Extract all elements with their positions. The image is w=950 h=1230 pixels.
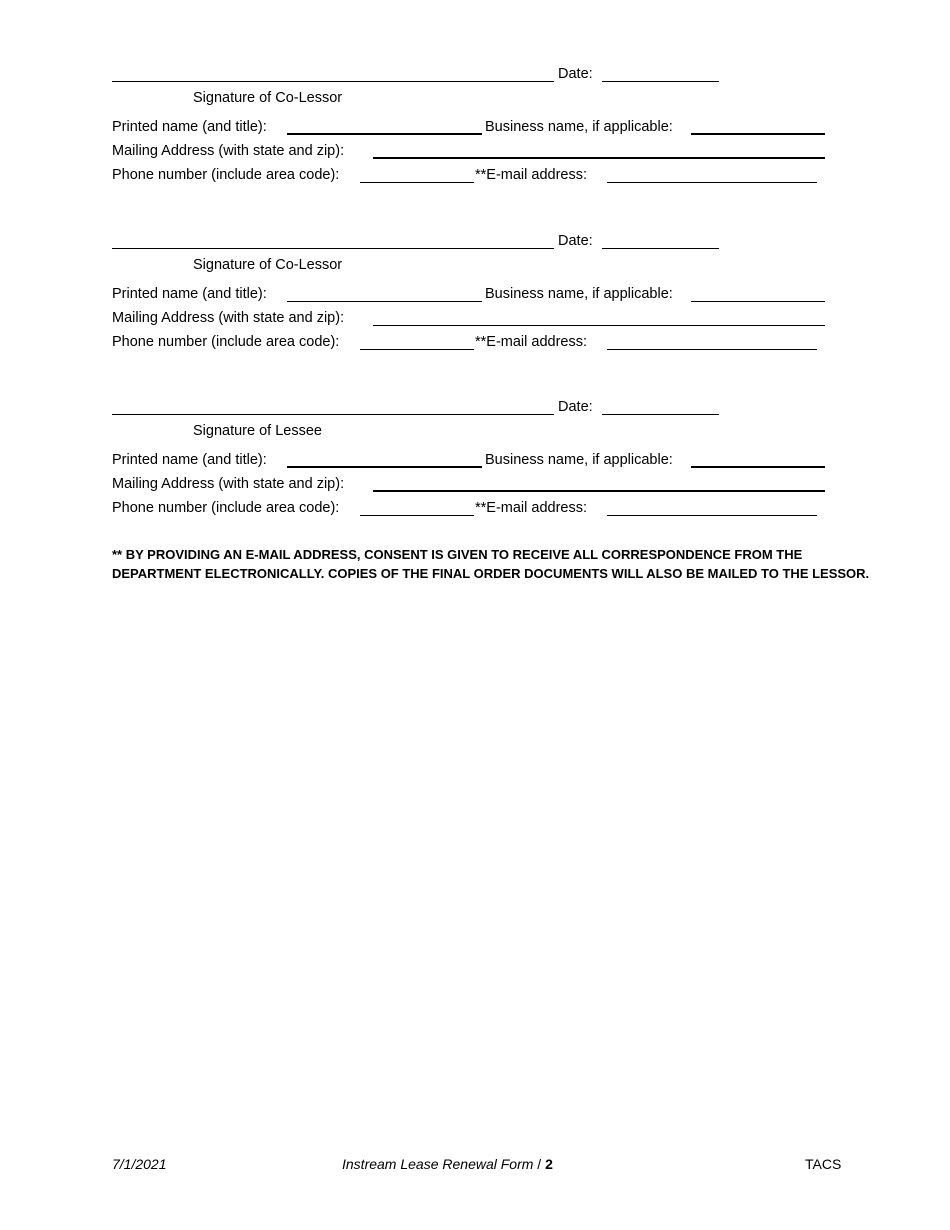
printed-name-field[interactable] [287,466,482,468]
signature-caption: Signature of Lessee [193,423,322,439]
signature-line[interactable] [112,248,554,249]
business-name-field[interactable] [691,301,825,302]
page-number: 2 [545,1156,553,1172]
printed-name-label: Printed name (and title): [112,286,267,302]
business-name-label: Business name, if applicable: [485,119,673,135]
mailing-address-label: Mailing Address (with state and zip): [112,310,345,326]
mailing-address-field[interactable] [373,157,825,159]
title-separator: / [533,1156,546,1172]
date-line[interactable] [602,414,719,415]
phone-label: Phone number (include area code): [112,334,340,350]
footer-form-title [342,1155,553,1173]
mailing-address-label: Mailing Address (with state and zip): [112,143,345,159]
phone-label: Phone number (include area code): [112,167,340,183]
printed-name-label: Printed name (and title): [112,452,267,468]
email-label: **E-mail address: [475,500,588,516]
signature-caption: Signature of Co-Lessor [193,257,343,273]
date-label: Date: [558,399,593,415]
form-title: Instream Lease Renewal Form [342,1156,534,1172]
phone-field[interactable] [360,349,474,350]
email-consent-notice: ** BY PROVIDING AN E-MAIL ADDRESS, CONSENT IS GIVEN TO RECEIVE ALL CORRESPONDENCE FROM THE DEPARTMENT ELECTRONICALLY. COPIES OF THE FINAL ORDER DOCUMENTS WILL ALSO BE MAILED TO THE LESSOR. [112,547,870,581]
mailing-address-field[interactable] [373,490,825,492]
phone-label: Phone number (include area code): [112,500,340,516]
email-label: **E-mail address: [475,167,588,183]
mailing-address-label: Mailing Address (with state and zip): [112,476,345,492]
business-name-label: Business name, if applicable: [485,286,673,302]
printed-name-field[interactable] [287,301,482,302]
footer-code: TACS [805,1156,842,1172]
signature-caption: Signature of Co-Lessor [193,90,343,106]
business-name-field[interactable] [691,466,825,468]
phone-field[interactable] [360,182,474,183]
printed-name-label: Printed name (and title): [112,119,267,135]
phone-field[interactable] [360,515,474,516]
business-name-field[interactable] [691,133,825,135]
business-name-label: Business name, if applicable: [485,452,673,468]
email-label: **E-mail address: [475,334,588,350]
email-field[interactable] [607,515,817,516]
mailing-address-field[interactable] [373,325,825,326]
date-line[interactable] [602,81,719,82]
date-label: Date: [558,66,593,82]
email-field[interactable] [607,349,817,350]
signature-line[interactable] [112,81,554,82]
email-field[interactable] [607,182,817,183]
date-label: Date: [558,233,593,249]
printed-name-field[interactable] [287,133,482,135]
footer-date: 7/1/2021 [112,1156,167,1172]
date-line[interactable] [602,248,719,249]
signature-line[interactable] [112,414,554,415]
